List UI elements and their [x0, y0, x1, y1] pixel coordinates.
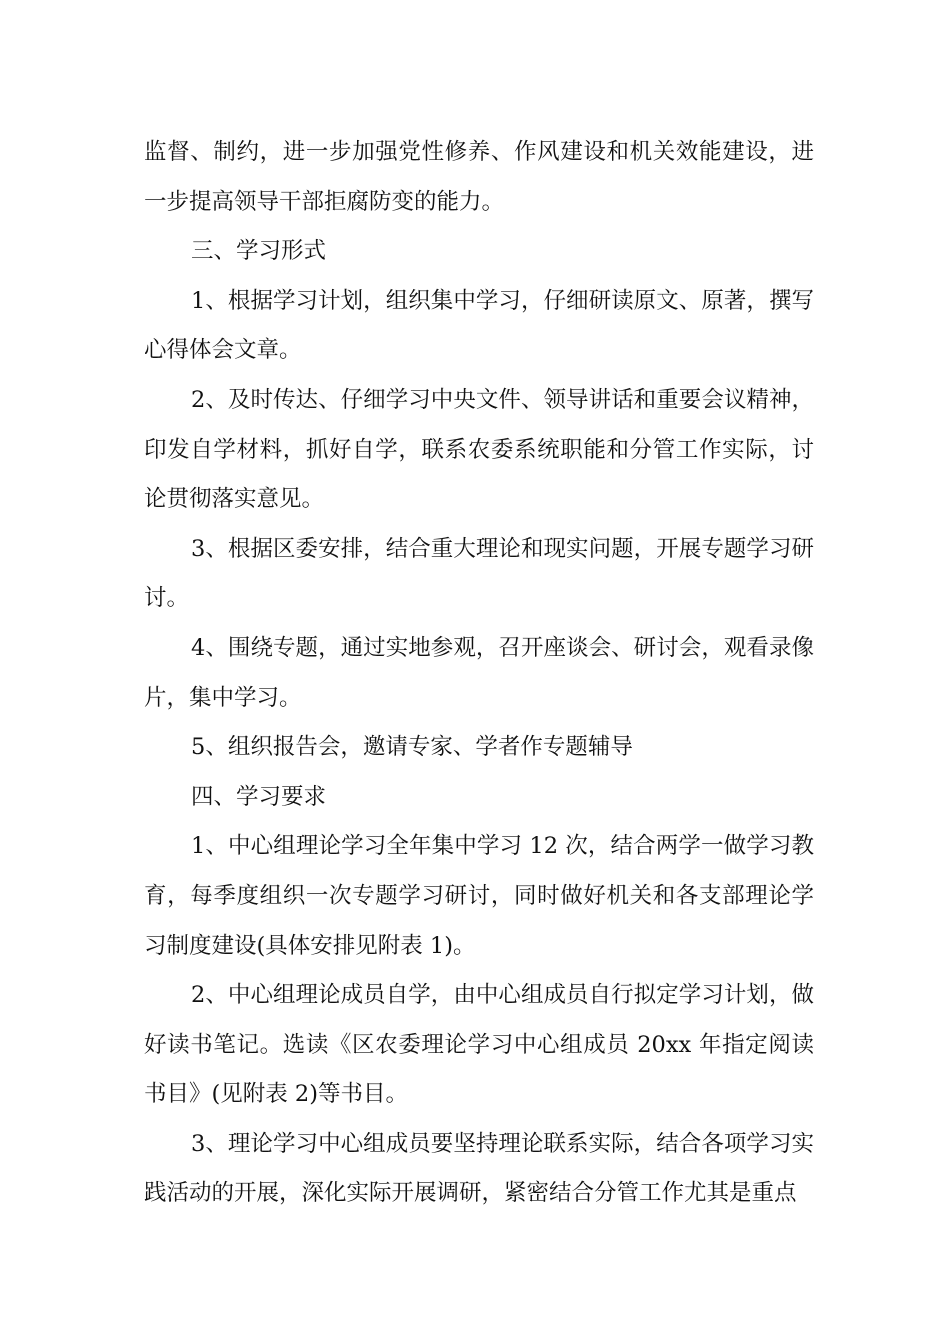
paragraph-form-4: 4、围绕专题，通过实地参观，召开座谈会、研讨会，观看录像片，集中学习。: [144, 634, 814, 711]
paragraph-requirement-2: 2、中心组理论成员自学，由中心组成员自行拟定学习计划，做好读书笔记。选读《区农委理论学习中心组成员 20xx 年指定阅读书目》(见附表 2)等书目。: [144, 982, 814, 1108]
paragraph-form-3: 3、根据区委安排，结合重大理论和现实问题，开展专题学习研讨。: [144, 535, 814, 612]
paragraph-continuation: 监督、制约，进一步加强党性修养、作风建设和机关效能建设，进一步提高领导干部拒腐防变的能力。: [144, 139, 814, 215]
section-heading-learning-forms: 三、学习形式: [191, 238, 327, 265]
document-body: [144, 128, 814, 1219]
paragraph-requirement-1: 1、中心组理论学习全年集中学习 12 次，结合两学一做学习教育，每季度组织一次专题学习研讨，同时做好机关和各支部理论学习制度建设(具体安排见附表 1)。: [144, 833, 814, 959]
paragraph-form-1: 1、根据学习计划，组织集中学习，仔细研读原文、原著，撰写心得体会文章。: [144, 287, 814, 364]
section-heading-learning-requirements: 四、学习要求: [191, 783, 327, 810]
paragraph-form-2: 2、及时传达、仔细学习中央文件、领导讲话和重要会议精神，印发自学材料，抓好自学，联系农委系统职能和分管工作实际，讨论贯彻落实意见。: [144, 386, 814, 513]
paragraph-requirement-3: 3、理论学习中心组成员要坚持理论联系实际，结合各项学习实践活动的开展，深化实际开展调研，紧密结合分管工作尤其是重点: [144, 1130, 814, 1207]
paragraph-form-5: 5、组织报告会，邀请专家、学者作专题辅导: [191, 734, 633, 761]
